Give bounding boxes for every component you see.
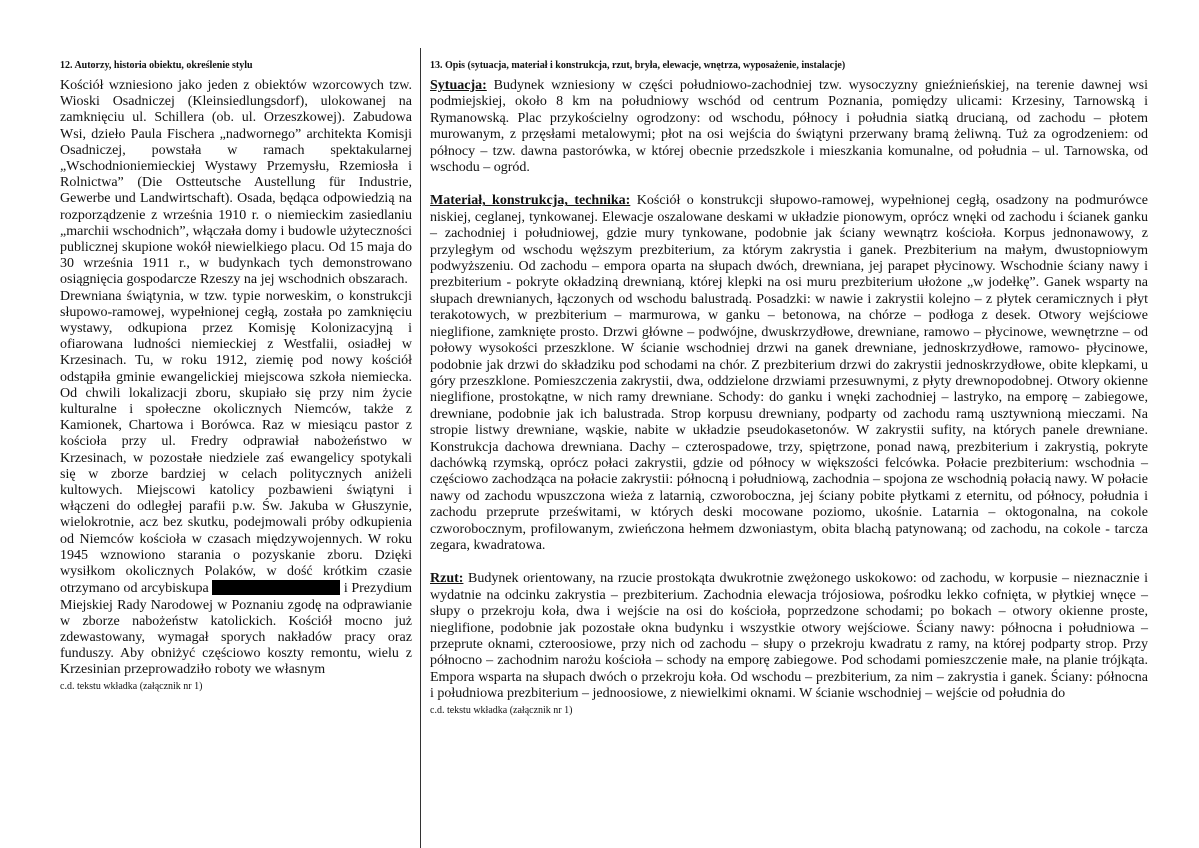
left-column <box>60 60 412 692</box>
material-section <box>430 193 1148 554</box>
history-paragraph-2 <box>60 289 412 679</box>
situation-text: Budynek wzniesiony w części południowo-zachodniej tzw. wysoczyzny gnieźnieńskiej, na terenie dawnej wsi podmiejskiej, około 8 km na południowy wschód od centrum Poznania, pomiędzy ulicami: Krzesiny, Tarnowską i Rymanowską. Plac przykościelny ogrodzony: od wschodu, północy i południa siatką drucianą, od zachodu – płotem murowanym, z przęsłami metalowymi; płot na osi wejścia do świątyni przerwany bramą żeliwną. Tuż za ogrodzeniem: od północy – tzw. dawna pastorówka, w której obecnie przedszkole i mieszkania komunalne, od południa – ul. Tarnowska, od wschodu – ogród. <box>430 78 1148 176</box>
history-paragraph-1: Kościół wzniesiono jako jeden z obiektów wzorcowych tzw. Wioski Osadniczej (Kleinsiedlungsdorf), ulokowanej na zamknięciu ul. Schillera (ob. ul. Orzeszkowej). Zabudowa Wsi, dzieło Paula Fischera „nadwornego” architekta Komisji Osadniczej, powstała w ramach spektakularnej „Wschodnioniemieckiej Wystawy Przemysłu, Rzemiosła i Rolnictwa” (Die Ostteutsche Austellung für Industrie, Gewerbe und Landwirtschaft). Osada, będąca odpowiedzią na rozporządzenie z września 1910 r. o niemieckim zasiedlaniu „marchii wschodnich”, włączała domy i budowle użyteczności publicznej skupione wokół niewielkiego placu. Od 15 maja do 30 września 1911 r., w budynkach tych demonstrowano osiągnięcia gospodarcze Rzeszy na jej wschodnich obszarach. <box>60 78 412 288</box>
right-footnote: c.d. tekstu wkładka (załącznik nr 1) <box>430 704 573 716</box>
plan-label: Rzut: <box>430 571 464 587</box>
column-divider <box>420 48 421 848</box>
right-column <box>430 60 1148 716</box>
plan-text: Budynek orientowany, na rzucie prostokąta dwukrotnie zwężonego uskokowo: od zachodu, w korpusie – nieznacznie i wydatnie na odcinku zakrystia – prezbiterium. Zachodnia elewacja trójosiowa, pośrodku lekko cofnięta, w płytkiej wnęce – słupy o przekroju koła, dwa i wejście na osi do kościoła, poprzedzone schodami; po bokach – otwory okienne proste, nieglifione, podobnie jak pozostałe okna budynku i wszystkie otwory wejściowe. Ściany nawy: północna i południowa – przeprute oknami, czteroosiowe, przy nich od zachodu – słupy o przekroju kwadratu z ramy, na której podparty strop. Przy północno – zachodnim narożu kościoła – schody na emporę zabiegowe. Pod schodami pomieszczenie małe, na planie trójkąta. Empora wsparta na słupach dwóch o przekroju koła. Od wschodu – prezbiterium, za nim – zakrystia i ganek. Ściany: północna i południowa prezbiterium – jednoosiowe, z niewielkimi oknami. W ścianie wschodniej – wejście od południa do <box>430 571 1148 702</box>
situation-label: Sytuacja: <box>430 78 487 93</box>
left-footnote: c.d. tekstu wkładka (załącznik nr 1) <box>60 680 203 692</box>
history-paragraph-2-start: Drewniana świątynia, w tzw. typie norweskim, o konstrukcji słupowo-ramowej, wypełnionej cegłą, została po zamknięciu wystawy, odkupiona przez Komisję Kolonizacyjną i ofiarowana ludności niemieckiej z Westfalii, osiadłej w Krzesinach. Tu, w roku 1912, ziemię pod nowy kościół odstąpiła gminie ewangelickiej miejscowa szkoła niemiecka. Od chwili lokalizacji zboru, skupiało się przy nim życie kulturalne i społeczne okolicznych Niemców, także z Kamionek, Chartowa i Borówca. Raz w miesiącu pastor z kościoła przy ul. Fredry odprawiał nabożeństwo w Krzesinach, w pozostałe niedziele zaś ewangelicy spotykali się w zborze bardziej w celach politycznych aniżeli kultowych. Miejscowi katolicy pozbawieni świątyni i włączeni do odległej parafii p.w. Św. Jakuba w Głuszynie, wielokrotnie, acz bez skutku, podejmowali próby odkupienia od Niemców kościoła w czasach międzywojennych. W roku 1945 wznowiono starania o pozyskanie zboru. Dzięki wysiłkom okolicznych Polaków, w dość krótkim czasie otrzymano od arcybiskupa <box>60 288 412 597</box>
situation-section <box>430 78 1148 176</box>
material-text: Kościół o konstrukcji słupowo-ramowej, wypełnionej cegłą, osadzony na podmurówce niskiej, ceglanej, tynkowanej. Elewacje oszalowane deskami w układzie pionowym, oprócz wnęki od zachodu i ścianek ganku – zachodniej i południowej, gdzie mury tynkowane, podobnie jak ściany wewnątrz kościoła. Korpus jednonawowy, z przyległym od wschodu węższym prezbiterium, za którym zakrystia i ganek. Prezbiterium na małym, dwustopniowym podwyższeniu. Od zachodu – empora oparta na słupach dwóch, drewniana, jej parapet płycinowy. Wschodnie ściany nawy i prezbiterium - pokryte okładziną drewnianą, której klepki na osi muru prezbiterium ułożone „w jodełkę”. Ganek wsparty na słupach drewnianych, łączonych od wschodu balustradą. Posadzki: w nawie i zakrystii kolejno – z płytek ceramicznych i płyt terakotowych, w prezbiterium – marmurowa, w ganku – betonowa, na chórze – podłoga z desek. Otwory wejściowe nieglifione, zamknięte prosto. Drzwi główne – podwójne, dwuskrzydłowe, drewniane, ramowo – płycinowe, wewnętrzne – od połowy wysokości przeszklone. W ścianie wschodniej drzwi na ganek drewniane, jednoskrzydłowe, ramowo- płycinowe, podobnie jak drzwi do składziku pod schodami na chór. Z prezbiterium drzwi do zakrystii jednoskrzydłowe, obite klepkami, u góry przeszklone. Pomieszczenia zakrystii, dwa, oddzielone drzwiami przesuwnymi, z płyty drewnopodobnej. Otwory okienne nieglifione, prostokątne, w nich ramy drewniane. Schody: do ganku i wnęki zachodniej – lastryko, na emporę – zabiegowe, drewniane, podobnie jak ich balustrada. Strop korpusu drewniany, podparty od zachodu ramą usztywnioną mieczami. Na stropie listwy drewniane, wąskie, nabite w układzie pseudokasetonów. W zakrystii sufity, na których panele drewniane. Konstrukcja dachowa drewniana. Dachy – czterospadowe, trzy, spiętrzone, ponad nawą, prezbiterium i zakrystią, pokryte dachówką rzymską, oprócz połaci zakrystii, gdzie od północy w większości felcówka. Połacie prezbiterium: wschodnia – częściowo zachodząca na połacie zakrystii: północną i południową, zachodnia – spojona ze wschodnią połacią nawy. W połacie nawy od zachodu wpuszczona wieża z latarnią, czworoboczna, jej ściany pobite płytkami z eternitu, od północy, południa i zachodu przeprute prześwitami, w których deski mocowane poziomo, ukośnie. Latarnia – oktogonalna, na cokole czworobocznym, profilowanym, zwieńczona hełmem dzwoniastym, obita blachą patynowaną; od zachodu, na cokole - tarcza zegara, kwadratowa. <box>430 193 1148 553</box>
history-paragraph-2-end: i Prezydium Miejskiej Rady Narodowej w Poznaniu zgodę na odprawianie w zborze nabożeństw katolickich. Kościół mocno już zdewastowany, wymagał sporych nakładów pracy oraz funduszy. Aby obniżyć częściowo koszty remontu, wielu z Krzesinian przeprowadziło roboty we własnym <box>60 581 413 678</box>
plan-section <box>430 571 1148 702</box>
material-label: Materiał, konstrukcja, technika: <box>430 193 631 209</box>
section-12-heading: 12. Autorzy, historia obiektu, określenie stylu <box>60 60 253 71</box>
redacted-name <box>212 580 340 595</box>
section-13-heading: 13. Opis (sytuacja, materiał i konstrukcja, rzut, bryła, elewacje, wnętrza, wyposażenie, instalacje) <box>430 60 846 71</box>
description-text <box>430 78 1148 703</box>
history-text <box>60 78 412 679</box>
